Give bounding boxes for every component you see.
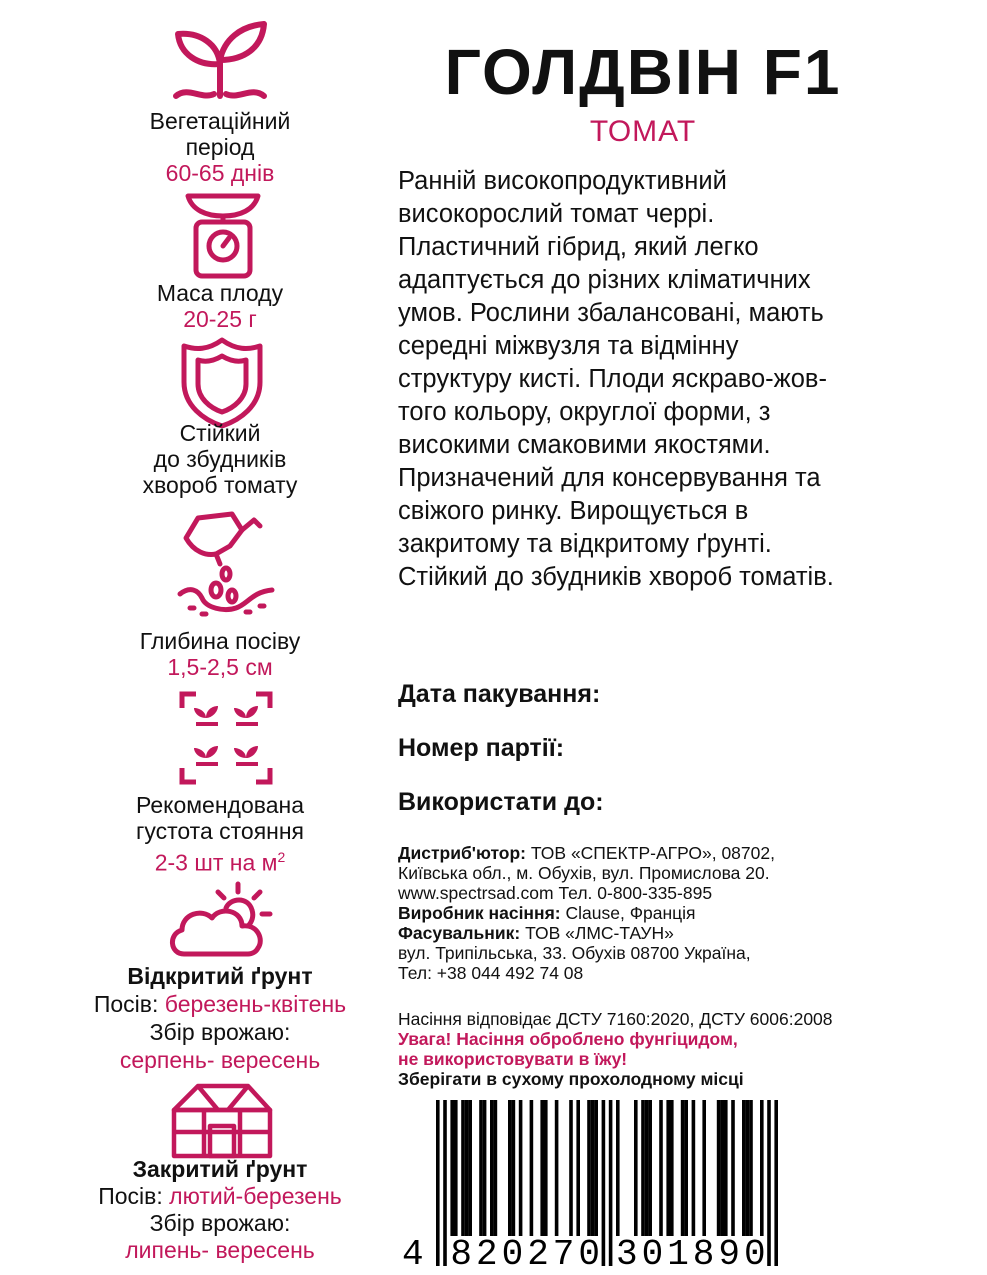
warning-line-1: Увага! Насіння оброблено фунгіцидом, [398, 1029, 738, 1049]
closed-ground-block [40, 1156, 400, 1264]
product-description [398, 165, 938, 594]
description-line: Ранній високопродуктивний [398, 167, 727, 195]
description-line: умов. Рослини збалансовані, мають [398, 299, 824, 327]
packer-label: Фасувальник: [398, 923, 521, 943]
open-ground-block [40, 962, 400, 1074]
barcode-bar [450, 1100, 454, 1236]
barcode-bar [641, 1100, 645, 1236]
barcode-bar [760, 1100, 764, 1236]
barcode-digits-group-2: 301890 [616, 1234, 770, 1270]
description-line: Призначений для консервування та [398, 464, 821, 492]
producer-text: Clause, Франція [565, 903, 696, 923]
barcode-bar [634, 1100, 638, 1236]
barcode-bar [508, 1100, 512, 1236]
barcode-bar [724, 1100, 728, 1236]
description-line: високими смаковими якостями. [398, 431, 771, 459]
packer-address: вул. Трипільська, 33. Обухів 08700 Україна, [398, 943, 751, 963]
greenhouse-icon [168, 1080, 276, 1160]
vegetation-value: 60-65 днів [165, 160, 275, 186]
resistance-label-3: хвороб томату [142, 472, 298, 498]
warning-line-2: не використовувати в їжу! [398, 1049, 628, 1069]
description-line: структуру кисті. Плоди яскраво-жов- [398, 365, 827, 393]
depth-label: Глибина посіву [139, 628, 301, 654]
description-line: закритому та відкритому ґрунті. [398, 530, 772, 558]
storage-notice: Зберігати в сухому прохолодному місці [398, 1069, 744, 1089]
barcode-bar [436, 1100, 440, 1266]
barcode-bar [609, 1100, 613, 1266]
open-ground-sow [40, 990, 400, 1018]
barcode-bar [648, 1100, 652, 1236]
distributor-text: ТОВ «СПЕКТР-АГРО», 08702, [530, 843, 775, 863]
barcode-bar [692, 1100, 696, 1236]
vegetation-label: Вегетаційний [149, 108, 291, 134]
batch-number-field: Номер партії: [398, 734, 565, 762]
distributor-line [398, 843, 918, 863]
barcode-bar [720, 1100, 724, 1236]
distributor-address: Київська обл., м. Обухів, вул. Промислова 20. [398, 863, 770, 883]
packer-text: ТОВ «ЛМС-ТАУН» [525, 923, 674, 943]
packer-line [398, 923, 918, 943]
producer-label: Виробник насіння: [398, 903, 561, 923]
distributor-label: Дистриб'ютор: [398, 843, 527, 863]
barcode-bar [479, 1100, 483, 1236]
cloud-sun-icon [166, 880, 280, 960]
barcode-bar [494, 1100, 498, 1236]
description-line: того кольору, округлої форми, з [398, 398, 771, 426]
barcode-bar [587, 1100, 591, 1236]
barcode-bar [594, 1100, 598, 1236]
closed-ground-harvest-label: Збір врожаю: [149, 1210, 291, 1236]
barcode-bar [616, 1100, 620, 1236]
barcode-bar [569, 1100, 573, 1236]
open-ground-sow-label: Посів: [93, 991, 159, 1017]
barcode-bar [742, 1100, 746, 1236]
planting-grid-icon [178, 690, 274, 786]
use-by-field: Використати до: [398, 788, 604, 816]
barcode-bar [576, 1100, 580, 1236]
density-value: 2-3 шт на м [154, 849, 278, 876]
barcode-bar [684, 1100, 688, 1236]
product-title: ГОЛДВІН F1 [444, 36, 842, 108]
barcode-bar [530, 1100, 534, 1236]
description-line: Пластичний гібрид, який легко [398, 233, 759, 261]
barcode-bar [483, 1100, 487, 1236]
notices [398, 1009, 918, 1089]
sprout-icon [168, 14, 272, 106]
sowing-hand-icon [176, 508, 276, 620]
closed-ground-sow-label: Посів: [98, 1183, 163, 1209]
barcode-bar [512, 1100, 516, 1236]
company-info [398, 843, 918, 983]
barcode-bar [749, 1100, 753, 1236]
barcode-bar [519, 1100, 523, 1236]
open-ground-harvest-value: серпень- вересень [119, 1047, 321, 1073]
barcode-bar [717, 1100, 721, 1236]
shield-icon [180, 336, 264, 428]
density-label-2: густота стояння [135, 818, 305, 844]
barcode-bar [443, 1100, 447, 1266]
barcode [398, 1100, 808, 1270]
description-line: високорослий томат черрі. [398, 200, 715, 228]
resistance-block [40, 420, 400, 498]
closed-ground-sow-value: лютий-березень [169, 1183, 342, 1209]
barcode-bar [731, 1100, 735, 1236]
closed-ground-sow [40, 1183, 400, 1210]
density-value-line [40, 844, 400, 876]
barcode-bar [540, 1100, 544, 1236]
barcode-bar [645, 1100, 649, 1236]
product-subtitle: ТОМАТ [589, 115, 697, 148]
barcode-digits-group-1: 820270 [450, 1234, 605, 1270]
description-line: Стійкий до збудників хвороб томатів. [398, 563, 834, 591]
depth-block [40, 628, 400, 680]
scale-icon [182, 188, 264, 284]
open-ground-harvest-label: Збір врожаю: [149, 1019, 291, 1045]
barcode-bars [398, 1100, 808, 1270]
standard-notice: Насіння відповідає ДСТУ 7160:2020, ДСТУ 6006:2008 [398, 1009, 833, 1029]
barcode-bar [670, 1100, 674, 1236]
barcode-bar [681, 1100, 685, 1236]
barcode-bar [666, 1100, 670, 1236]
packer-phone: Тел: +38 044 492 74 08 [398, 963, 584, 983]
resistance-label-2: до збудників [153, 446, 287, 472]
description-line: середні міжвузля та відмінну [398, 332, 739, 360]
resistance-label: Стійкий [179, 420, 261, 446]
barcode-bar [465, 1100, 469, 1236]
weight-label: Маса плоду [156, 280, 284, 306]
weight-value: 20-25 г [183, 306, 257, 332]
distributor-contact: www.spectrsad.com Тел. 0-800-335-895 [398, 883, 713, 903]
open-ground-sow-value: березень-квітень [164, 991, 347, 1017]
depth-value: 1,5-2,5 см [167, 654, 273, 680]
producer-line [398, 903, 918, 923]
barcode-bar [555, 1100, 559, 1236]
barcode-bar [468, 1100, 472, 1236]
closed-ground-harvest-value: липень- вересень [125, 1237, 315, 1263]
barcode-bar [490, 1100, 494, 1236]
density-label: Рекомендована [136, 792, 304, 818]
barcode-bar [591, 1100, 595, 1236]
weight-block [40, 280, 400, 332]
barcode-digit-first: 4 [402, 1234, 428, 1270]
vegetation-label-2: період [185, 134, 255, 160]
density-unit-sup: 2 [277, 849, 286, 865]
barcode-bar [746, 1100, 750, 1236]
open-ground-title: Відкритий ґрунт [127, 963, 313, 989]
pack-date-field: Дата пакування: [398, 680, 601, 708]
description-line: свіжого ринку. Вирощується в [398, 497, 749, 525]
barcode-bar [454, 1100, 458, 1236]
vegetation-block [40, 108, 400, 186]
barcode-bar [659, 1100, 663, 1236]
barcode-bar [702, 1100, 706, 1236]
barcode-bar [774, 1100, 778, 1266]
closed-ground-title: Закритий ґрунт [132, 1156, 308, 1182]
barcode-bar [461, 1100, 465, 1236]
barcode-bar [544, 1100, 548, 1236]
density-block [40, 792, 400, 876]
description-line: адаптується до різних кліматичних [398, 266, 811, 294]
